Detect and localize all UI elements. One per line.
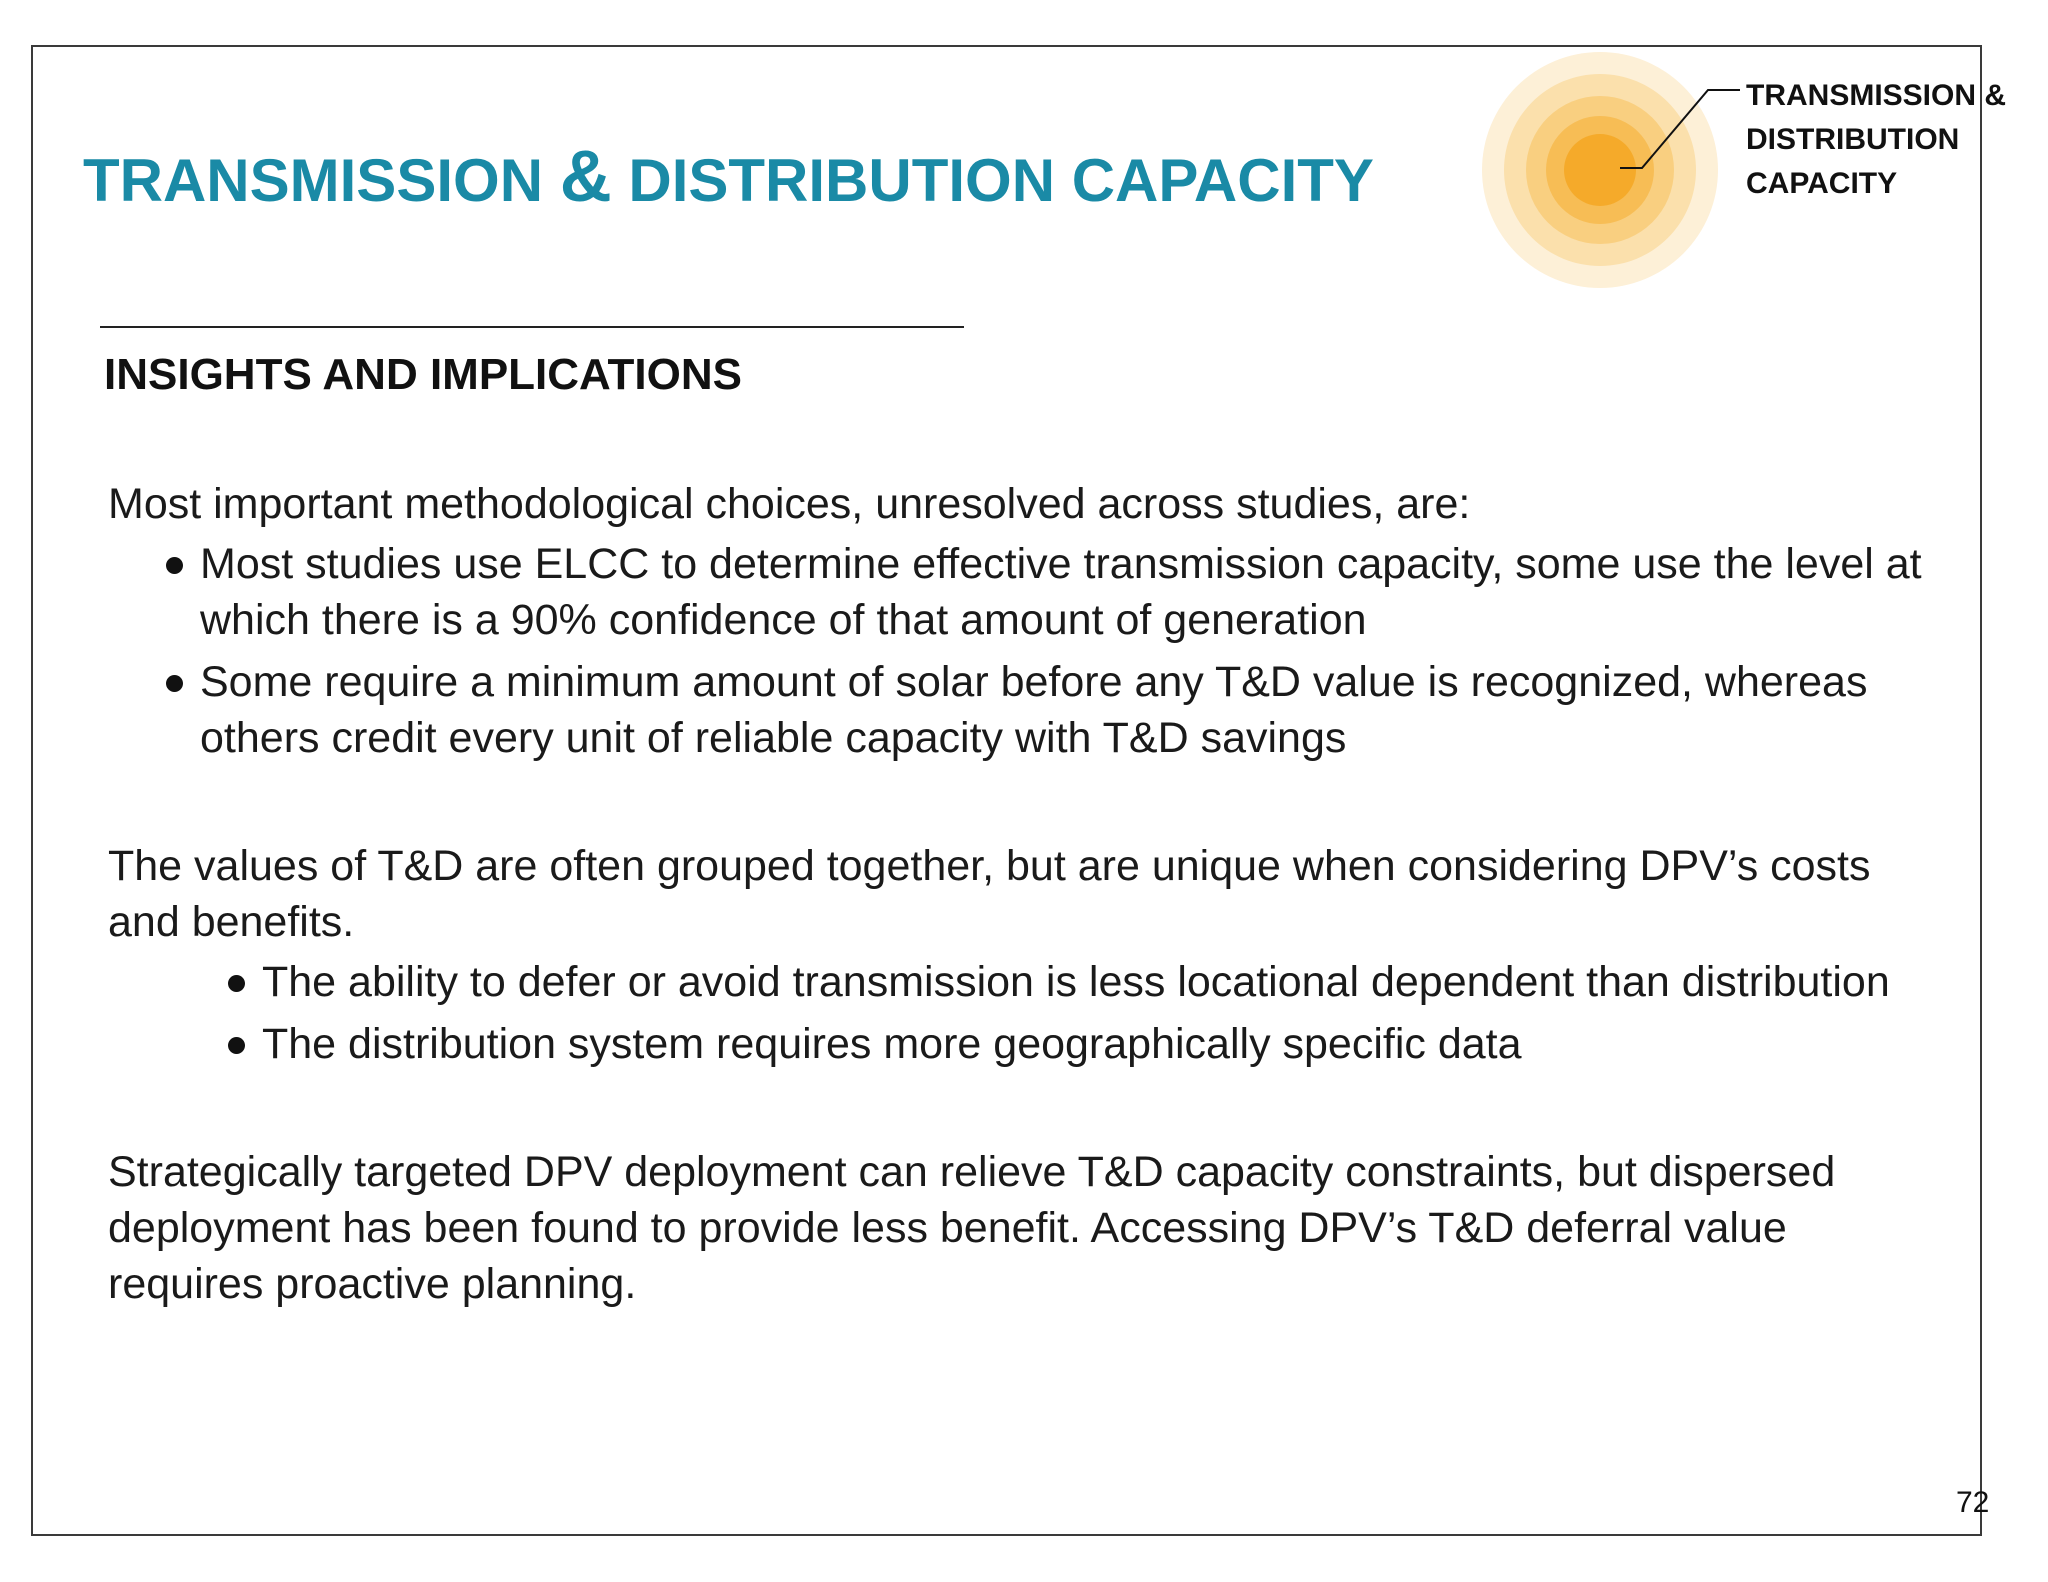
block3-text: Strategically targeted DPV deployment can relieve T&D capacity constraints, but dispersed deployment has been found to provide less benefit. Accessing DPV’s T&D deferral value requires proactive planning. xyxy=(108,1148,1836,1308)
title-ampersand: & xyxy=(559,137,612,217)
bullet-dot-icon xyxy=(228,1037,245,1054)
bullet-dot-icon xyxy=(228,975,245,992)
list-item xyxy=(108,954,1948,1010)
content-body xyxy=(108,476,1948,1312)
list-item xyxy=(108,1016,1948,1072)
bullet-text: Most studies use ELCC to determine effective transmission capacity, some use the level at which there is a 90% confidence of that amount of generation xyxy=(200,540,1922,644)
callout-line-3: CAPACITY xyxy=(1746,167,1898,200)
bullet-text: The distribution system requires more geographically specific data xyxy=(262,1020,1522,1068)
page-number: 72 xyxy=(1956,1486,1990,1519)
callout-line-2: DISTRIBUTION xyxy=(1746,123,1960,156)
list-item xyxy=(108,536,1948,648)
title-part-2: DISTRIBUTION CAPACITY xyxy=(611,147,1374,214)
bullet-dot-icon xyxy=(166,675,183,692)
block1-bullet-list xyxy=(108,536,1948,766)
section-divider xyxy=(100,326,964,328)
block2-intro: The values of T&D are often grouped together, but are unique when considering DPV’s costs and benefits. xyxy=(108,842,1871,946)
bullet-text: Some require a minimum amount of solar before any T&D value is recognized, whereas others credit every unit of reliable capacity with T&D savings xyxy=(200,658,1868,762)
bullet-text: The ability to defer or avoid transmission is less locational dependent than distribution xyxy=(262,958,1890,1006)
callout-line-1: TRANSMISSION & xyxy=(1746,79,2007,112)
title-part-1: TRANSMISSION xyxy=(83,147,560,214)
callout-leader-line xyxy=(1600,80,1740,180)
target-callout-label xyxy=(1746,74,2006,206)
list-item xyxy=(108,654,1948,766)
section-heading: INSIGHTS AND IMPLICATIONS xyxy=(104,350,742,399)
block1-intro: Most important methodological choices, unresolved across studies, are: xyxy=(108,480,1471,528)
block2-bullet-list xyxy=(108,954,1948,1072)
slide-title xyxy=(83,136,1374,218)
bullet-dot-icon xyxy=(166,557,183,574)
